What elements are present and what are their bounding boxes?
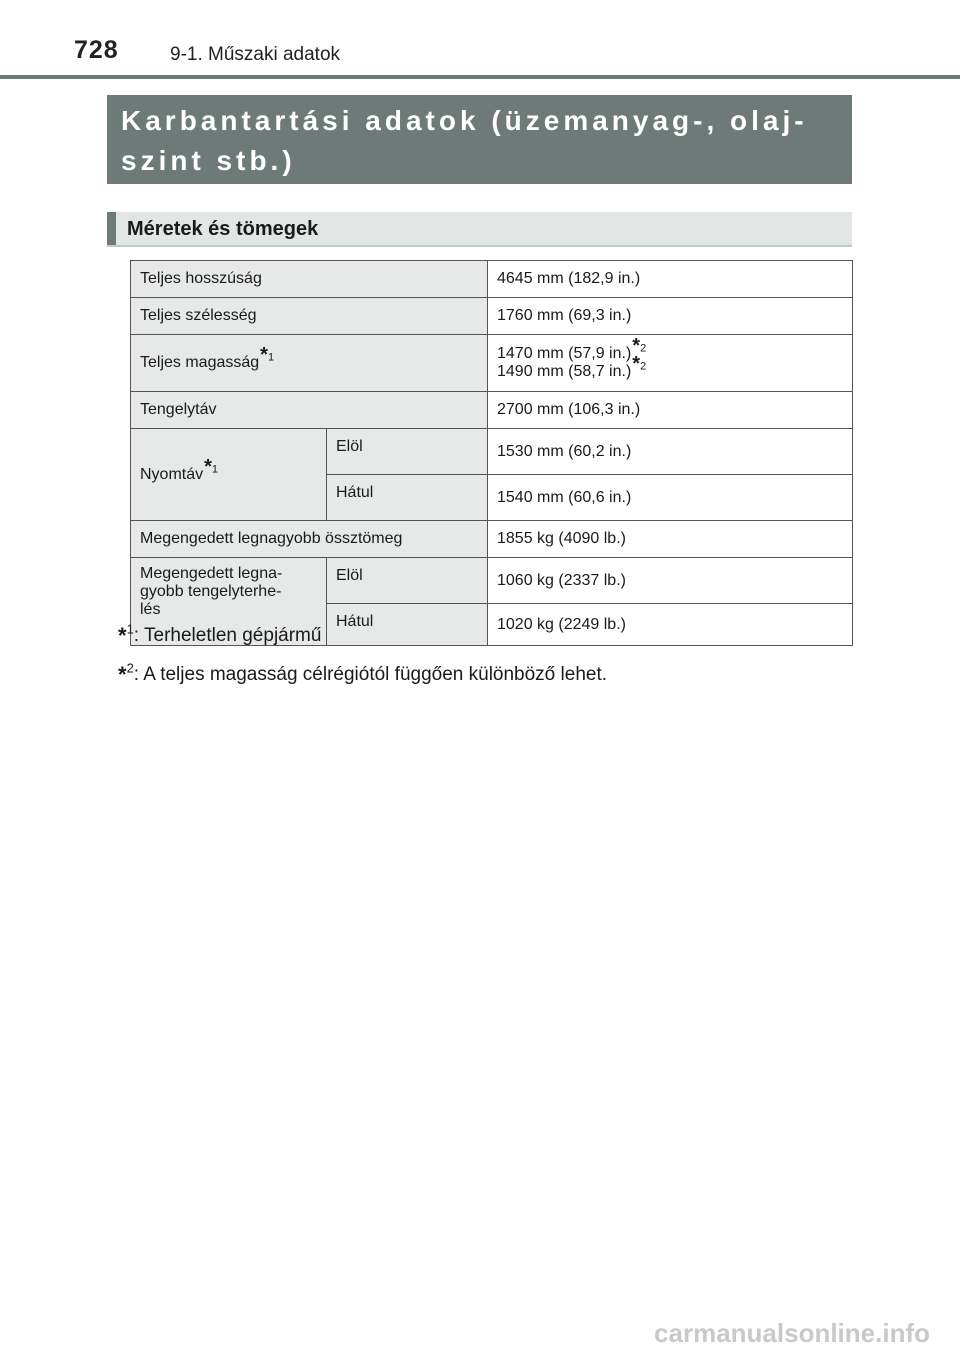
table-row — [131, 521, 853, 558]
subsection-accent-bar — [107, 212, 116, 245]
row-label: Tengelytáv — [131, 392, 488, 429]
label-text: Nyomtáv — [140, 465, 204, 483]
row-value: 2700 mm (106,3 in.) — [488, 392, 853, 429]
sub-label: Elöl — [327, 429, 488, 475]
footnote-ref: 1 — [211, 463, 219, 476]
row-label — [131, 429, 327, 521]
footnote-star: * — [632, 335, 641, 357]
row-value: 4645 mm (182,9 in.) — [488, 261, 853, 298]
footnote-star: * — [118, 623, 127, 648]
row-label — [131, 335, 488, 392]
footnote-text: : Terheletlen gépjármű — [133, 625, 322, 646]
table-row — [131, 558, 853, 604]
footnote-star: * — [118, 662, 127, 687]
footnote-number: 2 — [126, 660, 134, 676]
banner-title-line-2: szint stb.) — [121, 145, 296, 176]
footnote-ref: 2 — [640, 360, 647, 373]
row-value: 1760 mm (69,3 in.) — [488, 298, 853, 335]
row-value — [488, 335, 853, 392]
footnote-ref: 1 — [267, 351, 275, 364]
row-value: 1060 kg (2337 lb.) — [488, 558, 853, 604]
sub-label: Elöl — [327, 558, 488, 604]
footnote-star: * — [260, 344, 268, 366]
footnote-ref: 2 — [640, 342, 647, 355]
table-row — [131, 261, 853, 298]
title-banner — [107, 95, 852, 184]
label-line: gyobb tengelyterhe- — [140, 583, 282, 600]
watermark: carmanualsonline.info — [654, 1318, 930, 1348]
value-line — [497, 335, 843, 363]
sub-label: Hátul — [327, 604, 488, 646]
row-label: Teljes hosszúság — [131, 261, 488, 298]
footnote-number: 1 — [126, 621, 134, 637]
footnote-2 — [118, 660, 852, 687]
row-value: 1530 mm (60,2 in.) — [488, 429, 853, 475]
footnote-star: * — [204, 455, 212, 478]
subsection-heading — [107, 212, 852, 247]
banner-title-line-1: Karbantartási adatok (üzemanyag-, olaj- — [121, 105, 808, 136]
table-row — [131, 429, 853, 475]
header-rule — [0, 75, 960, 79]
dimensions-table — [130, 260, 853, 646]
label-text: Teljes magasság — [140, 354, 260, 371]
page-number: 728 — [74, 36, 119, 64]
subsection-title: Méretek és tömegek — [127, 218, 319, 240]
table-row — [131, 335, 853, 392]
row-label: Teljes szélesség — [131, 298, 488, 335]
value-text: 1470 mm (57,9 in.) — [497, 345, 632, 362]
label-line: Megengedett legna- — [140, 565, 283, 582]
footnote-text: : A teljes magasság célrégiótól függően különböző lehet. — [133, 664, 608, 685]
row-value: 1855 kg (4090 lb.) — [488, 521, 853, 558]
footnote-star: * — [632, 353, 641, 375]
table-row — [131, 392, 853, 429]
row-value: 1540 mm (60,6 in.) — [488, 475, 853, 521]
sub-label: Hátul — [327, 475, 488, 521]
value-text: 1490 mm (58,7 in.) — [497, 363, 632, 380]
row-label: Megengedett legnagyobb össztömeg — [131, 521, 488, 558]
table-row — [131, 298, 853, 335]
row-value: 1020 kg (2249 lb.) — [488, 604, 853, 646]
section-path: 9-1. Műszaki adatok — [170, 44, 341, 65]
label-line: lés — [140, 601, 161, 618]
